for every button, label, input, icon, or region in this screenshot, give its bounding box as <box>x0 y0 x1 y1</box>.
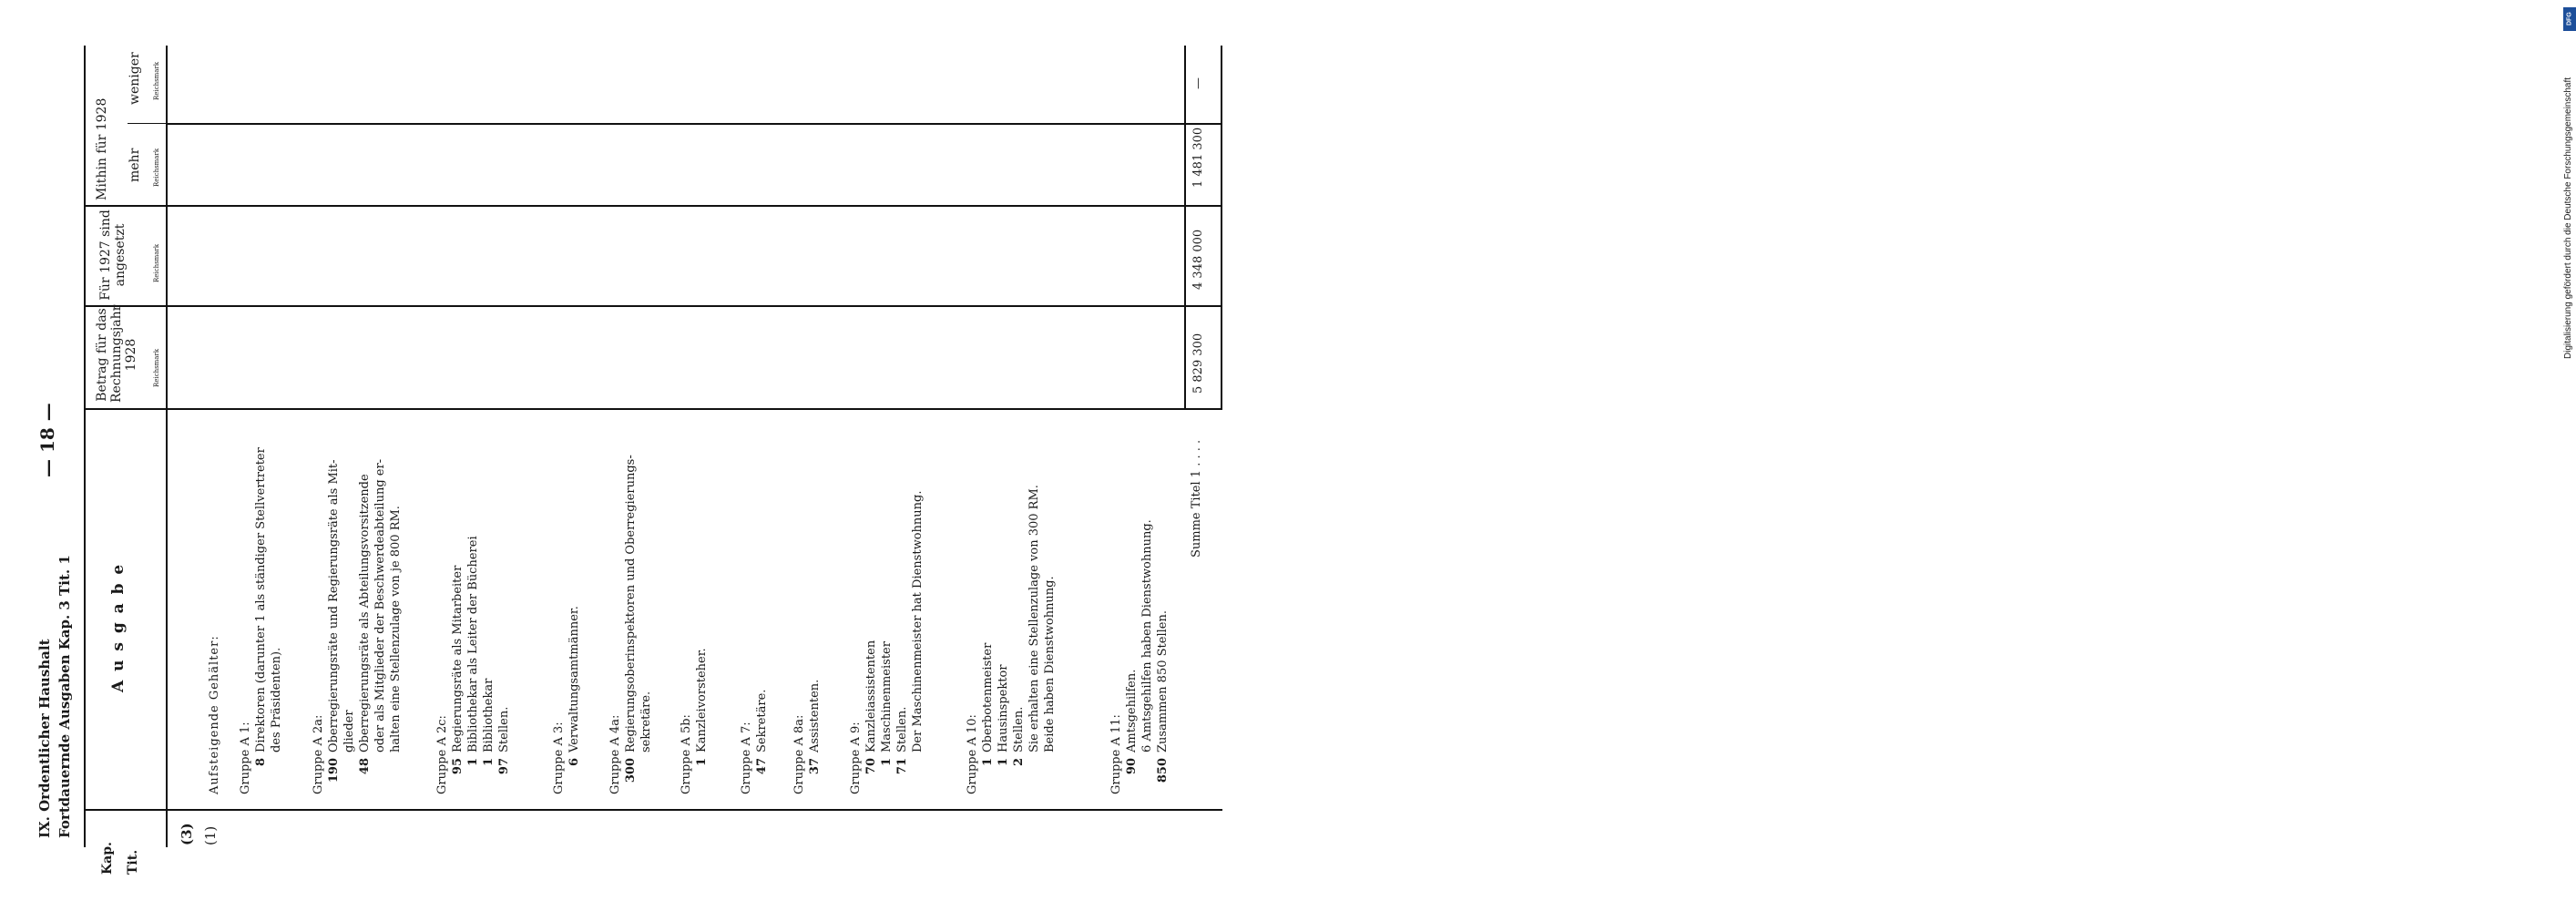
total-weniger: — <box>1191 77 1205 89</box>
column-rule-mehr <box>166 123 1222 125</box>
col-header-tit: Tit. <box>126 849 140 875</box>
position-text: des Präsidenten). <box>270 647 283 752</box>
col-unit-mehr: Reichsmark <box>153 148 160 187</box>
position-text: Oberbotenmeister <box>981 642 995 752</box>
position-count: 47 <box>755 758 769 775</box>
position-count: 90 <box>1125 758 1139 775</box>
group-line <box>1125 670 1139 783</box>
position-text: Kanzleiassistenten <box>864 640 878 752</box>
position-text: Stellen. <box>895 706 909 752</box>
group-title: Gruppe A 10: <box>966 714 979 794</box>
group-line <box>254 447 268 783</box>
position-text: glieder <box>342 710 356 752</box>
section-title: IX. Ordentlicher Haushalt <box>36 639 53 838</box>
total-betrag: 5 829 300 <box>1191 333 1205 394</box>
group-title: Gruppe A 4a: <box>608 714 622 794</box>
position-count: 1 <box>466 758 480 767</box>
position-count: 8 <box>254 758 268 767</box>
column-rule-ausgabe <box>84 408 1222 410</box>
col-header-mithin: Mithin für 1928 <box>95 97 109 200</box>
group-line <box>567 606 581 783</box>
credit-text: Digitalisierung gefördert durch die Deutsche Forschungsgemeinschaft <box>2563 77 2573 359</box>
position-count: 70 <box>864 758 878 775</box>
table-rule-left <box>84 46 86 847</box>
group-line <box>981 643 995 783</box>
column-rule-tit <box>84 809 1222 811</box>
position-text: sekretäre. <box>639 691 653 752</box>
position-text: Bibliothekar als Leiter der Bücherei <box>466 536 480 752</box>
col-unit-betrag: Reichsmark <box>153 348 160 387</box>
group-line <box>624 455 638 783</box>
position-count: 1 <box>880 758 894 767</box>
group-title: Gruppe A 7: <box>740 722 753 794</box>
position-text: Oberregierungsräte und Regierungsräte als Mit- <box>327 459 341 752</box>
col-header-kap: Kap. <box>100 842 115 875</box>
group-line <box>864 640 878 783</box>
group-line <box>373 459 387 783</box>
group-title: Gruppe A 1: <box>239 722 252 794</box>
position-text: Oberregierungsräte als Abteilungsvorsitzende <box>358 474 372 752</box>
col-header-mehr: mehr <box>128 148 142 182</box>
credit-strip <box>1272 0 2573 911</box>
position-text: Assistenten. <box>808 679 822 752</box>
position-count: 2 <box>1012 758 1026 767</box>
kap-value: (3) <box>179 823 195 845</box>
position-count: 71 <box>895 758 909 775</box>
page-number: — 18 — <box>36 403 58 477</box>
group-line <box>911 491 925 783</box>
position-text: Stellen. <box>497 706 511 752</box>
total-angesetzt: 4 348 000 <box>1191 229 1205 290</box>
column-rule-mithin-split <box>128 123 166 124</box>
position-count: 95 <box>451 758 465 775</box>
table-rule-summe <box>1184 46 1186 410</box>
group-line <box>482 679 496 783</box>
position-count: 1 <box>997 758 1010 767</box>
position-count: 1 <box>981 758 995 767</box>
group-line <box>358 474 372 783</box>
intro-text: Aufsteigende Gehälter: <box>208 635 221 794</box>
column-rule-angesetzt <box>84 205 1222 207</box>
position-text: Beide haben Dienstwohnung. <box>1043 576 1057 752</box>
column-rule-betrag <box>84 305 1222 307</box>
group-title: Gruppe A 3: <box>552 722 566 794</box>
position-text: Stellen. <box>1012 706 1026 752</box>
group-title: Gruppe A 2c: <box>435 715 449 794</box>
group-line <box>1012 707 1026 783</box>
position-text: Sekretäre. <box>755 689 769 752</box>
section-subtitle: Fortdauernde Ausgaben Kap. 3 Tit. 1 <box>56 555 73 838</box>
table-rule-header-bottom <box>166 46 168 847</box>
group-line <box>895 707 909 783</box>
group-line <box>1027 485 1041 783</box>
position-count: 6 <box>567 758 581 767</box>
position-count: 1 <box>482 758 496 767</box>
summe-label: Summe Titel 1 . . . . <box>1190 439 1203 558</box>
total-mehr: 1 481 300 <box>1191 127 1205 188</box>
group-line <box>270 648 283 783</box>
group-line <box>695 648 709 783</box>
group-line <box>639 691 653 783</box>
position-count: 850 <box>1156 758 1170 783</box>
group-line <box>997 665 1010 784</box>
col-header-angesetzt: Für 1927 sind angesetzt <box>98 210 128 301</box>
position-text: Amtsgehilfen. <box>1125 669 1139 752</box>
group-title: Gruppe A 8a: <box>792 714 806 794</box>
position-text: Regierungsoberinspektoren und Oberregierungs- <box>624 455 638 752</box>
col-header-weniger: weniger <box>128 52 142 105</box>
group-line <box>342 710 356 783</box>
position-text: Maschinenmeister <box>880 641 894 752</box>
col-unit-weniger: Reichsmark <box>153 61 160 100</box>
position-count: 48 <box>358 758 372 775</box>
position-count: 1 <box>695 758 709 767</box>
group-line <box>389 506 403 783</box>
position-count: 190 <box>327 758 341 783</box>
position-count: 300 <box>624 758 638 783</box>
position-text: Direktoren (darunter 1 als ständiger Stellvertreter <box>254 447 268 752</box>
group-line <box>466 536 480 783</box>
col-header-betrag: Betrag für das Rechnungsjahr 1928 <box>95 304 138 403</box>
group-line <box>1043 576 1057 783</box>
position-text: Kanzleivorsteher. <box>695 648 709 752</box>
group-title: Gruppe A 9: <box>849 722 863 794</box>
col-unit-angesetzt: Reichsmark <box>153 243 160 282</box>
position-text: Sie erhalten eine Stellenzulage von 300 RM. <box>1027 485 1041 752</box>
position-text: Hausinspektor <box>997 664 1010 752</box>
position-text: halten eine Stellenzulage von je 800 RM. <box>389 506 403 752</box>
position-text: Bibliothekar <box>482 678 496 752</box>
position-text: oder als Mitglieder der Beschwerdeabteilung er- <box>373 458 387 752</box>
position-text: Regierungsräte als Mitarbeiter <box>451 565 465 752</box>
position-text: Zusammen 850 Stellen. <box>1156 610 1170 752</box>
group-line <box>497 707 511 783</box>
position-count: 97 <box>497 758 511 775</box>
group-line <box>327 459 341 783</box>
group-line <box>451 566 465 783</box>
group-title: Gruppe A 2a: <box>312 714 325 794</box>
position-text: 6 Amtsgehilfen haben Dienstwohnung. <box>1140 519 1154 752</box>
group-title: Gruppe A 5b: <box>680 714 693 794</box>
group-line <box>1156 610 1170 783</box>
group-line <box>808 680 822 783</box>
dfg-logo: DFG <box>2563 7 2576 31</box>
table-rule-right <box>1221 46 1222 410</box>
group-line <box>1140 519 1154 783</box>
group-line <box>755 690 769 783</box>
position-text: Verwaltungsamtmänner. <box>567 606 581 752</box>
position-text: Der Maschinenmeister hat Dienstwohnung. <box>911 490 925 752</box>
group-title: Gruppe A 11: <box>1109 714 1123 794</box>
position-count: 37 <box>808 758 822 775</box>
tit-value: (1) <box>202 825 219 845</box>
group-line <box>880 641 894 783</box>
col-header-ausgabe: A u s g a b e <box>109 562 128 692</box>
